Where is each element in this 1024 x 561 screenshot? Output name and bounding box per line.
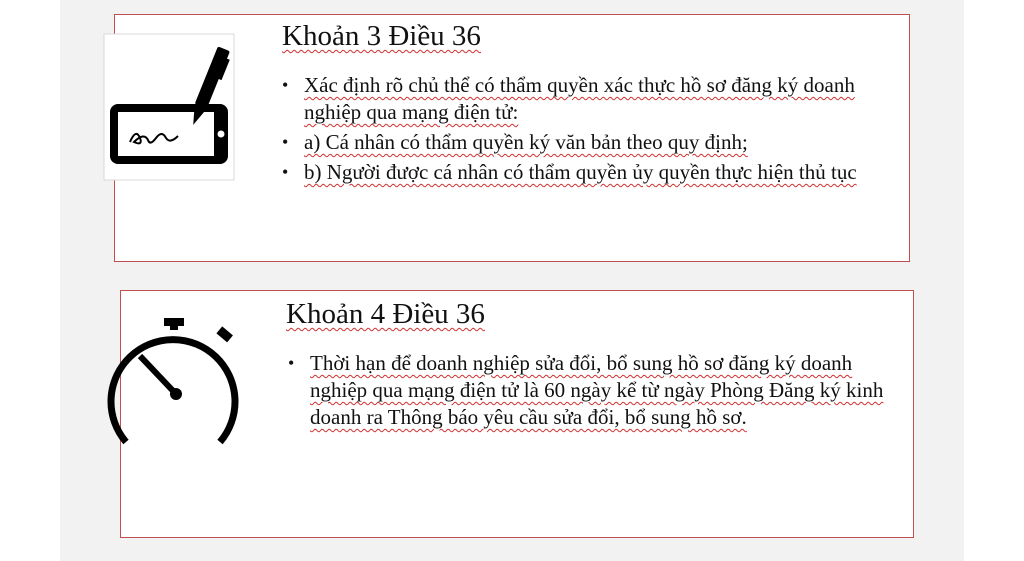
section-title: Khoản 4 Điều 36	[286, 298, 485, 330]
list-item	[288, 350, 904, 431]
list-item-text: a) Cá nhân có thẩm quyền ký văn bản theo quy định;	[304, 130, 748, 154]
list-item-text: Xác định rõ chủ thể có thẩm quyền xác thực hồ sơ đăng ký doanh nghiệp qua mạng điện tử:	[304, 73, 855, 124]
bullet-list	[288, 350, 904, 434]
stopwatch-icon	[104, 314, 242, 454]
list-item	[282, 129, 902, 156]
list-item	[282, 72, 902, 126]
phone-signature-icon	[102, 32, 236, 182]
list-item-text: Thời hạn để doanh nghiệp sửa đổi, bổ sung hồ sơ đăng ký doanh nghiệp qua mạng điện tử là 60 ngày kể từ ngày Phòng Đăng ký kinh doanh ra Thông báo yêu cầu sửa đổi, bổ sung hồ sơ.	[310, 351, 884, 429]
section-title: Khoản 3 Điều 36	[282, 20, 481, 52]
bullet-list	[282, 72, 902, 189]
list-item-text: b) Người được cá nhân có thẩm quyền ủy quyền thực hiện thủ tục	[304, 160, 857, 184]
list-item	[282, 159, 902, 186]
